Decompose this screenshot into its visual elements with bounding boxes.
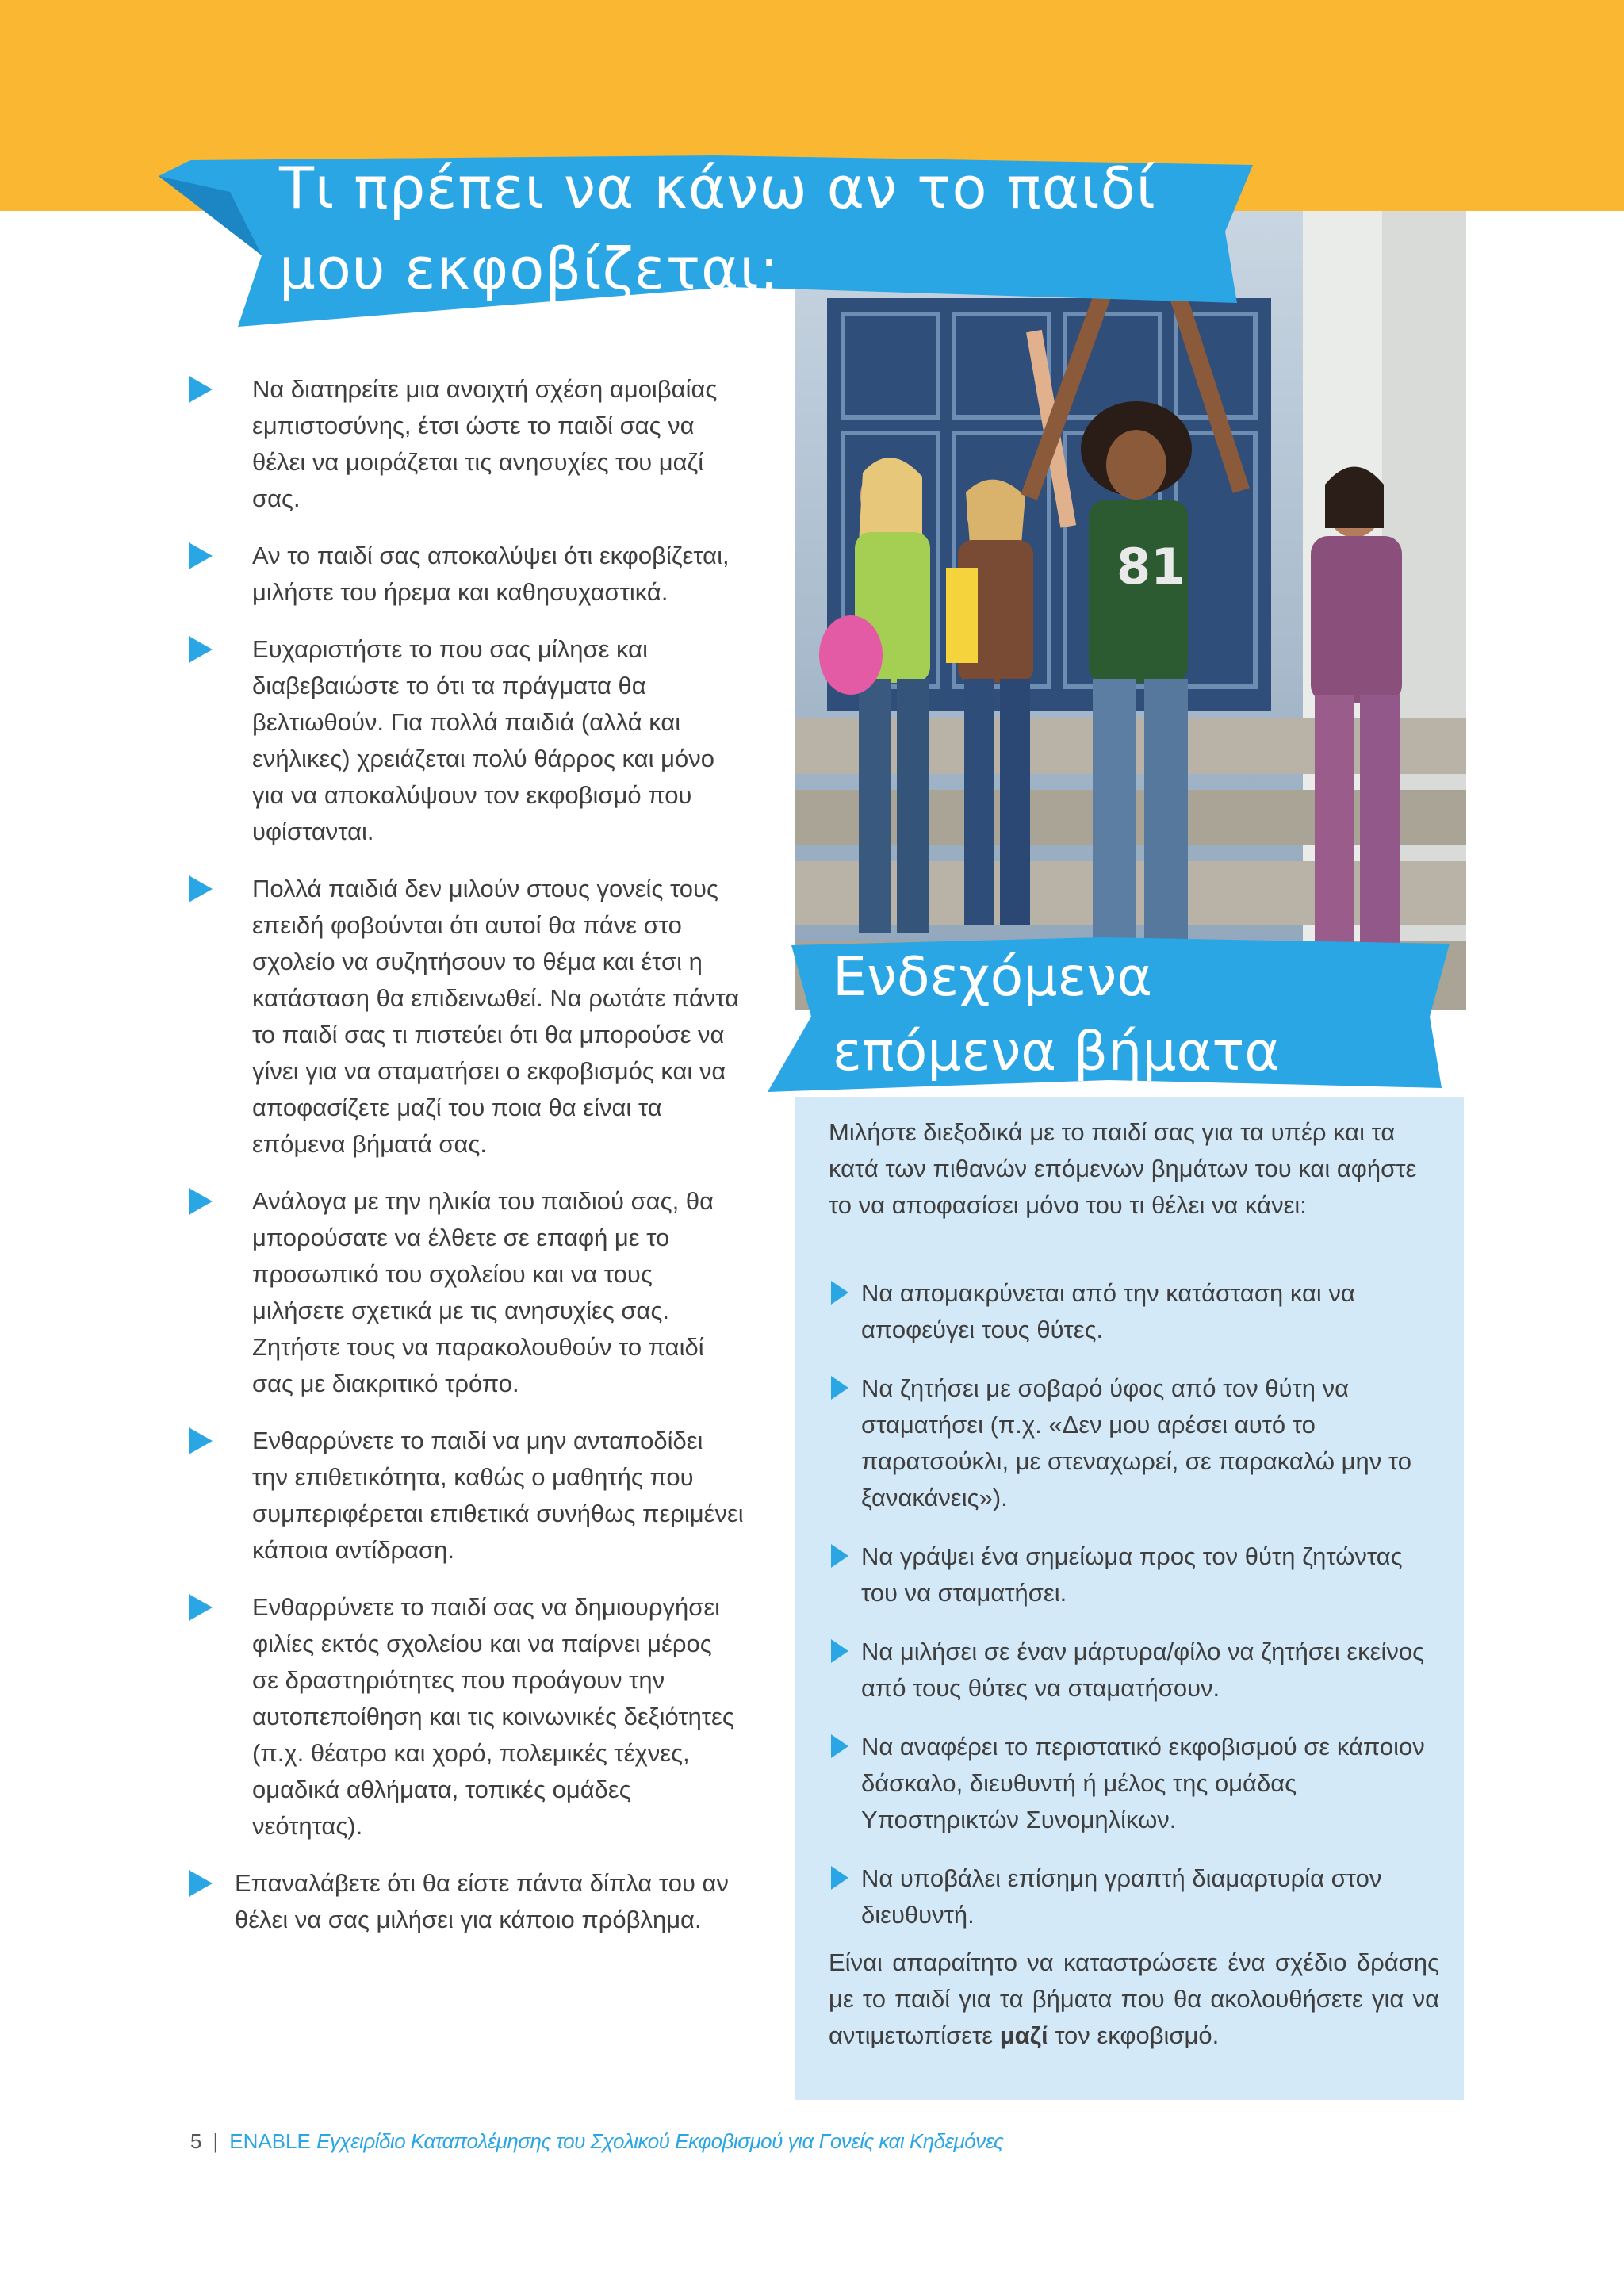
page-title-line1: Τι πρέπει να κάνω αν το παιδί — [279, 155, 1157, 221]
next-steps-intro: Μιλήστε διεξοδικά με το παιδί σας για τα υπέρ και τα κατά των πιθανών επόμενων βημάτων του και αφήστε το να αποφασίσει μόνο του τι θέλει να κάνει: — [829, 1118, 1417, 1219]
advice-text: Να διατηρείτε μια ανοιχτή σχέση αμοιβαίας εμπιστοσύνης, έτσι ώστε το παιδί σας να θέλει να μοιράζεται τις ανησυχίες του μαζί σας. — [252, 375, 718, 512]
next-step-text: Να ζητήσει με σοβαρό ύφος από τον θύτη να σταματήσει (π.χ. «Δεν μου αρέσει αυτό το παρατσούκλι, με στεναχωρεί, σε παρακαλώ μην το ξανακάνεις»). — [861, 1374, 1411, 1511]
footer-description: Εγχειρίδιο Καταπολέμησης του Σχολικού Εκφοβισμού για Γονείς και Κηδεμόνες — [316, 2129, 1004, 2153]
bullet-triangle-icon — [831, 1866, 848, 1890]
page-title — [279, 148, 1262, 309]
next-step-text: Να απομακρύνεται από την κατάσταση και να αποφεύγει τους θύτες. — [861, 1279, 1355, 1343]
bullet-triangle-icon — [189, 376, 213, 403]
advice-item — [189, 1423, 744, 1569]
footer-brand: ENABLE — [229, 2129, 311, 2153]
next-step-text: Να αναφέρει το περιστατικό εκφοβισμού σε κάποιον δάσκαλο, διευθυντή ή μέλος της ομάδας Υποστηρικτών Συνομηλίκων. — [861, 1733, 1425, 1833]
next-steps-title — [833, 941, 1459, 1090]
bullet-triangle-icon — [189, 1870, 213, 1897]
next-step-text: Να υποβάλει επίσημη γραπτή διαμαρτυρία στον διευθυντή. — [861, 1864, 1382, 1929]
next-steps-title-line2: επόμενα βήματα — [833, 1021, 1281, 1083]
conclusion-text-end: τον εκφοβισμό. — [1048, 2021, 1220, 2049]
advice-text: Ευχαριστήστε το που σας μίλησε και διαβεβαιώστε το ότι τα πράγματα θα βελτιωθούν. Για πολλά παιδιά (αλλά και ενήλικες) χρειάζεται πολύ θάρρος και μόνο για να αποκαλύψουν τον εκφοβισμό που υφίστανται. — [252, 635, 714, 845]
advice-item — [189, 631, 744, 850]
advice-item — [189, 871, 744, 1163]
bullet-triangle-icon — [831, 1639, 848, 1663]
page-number: 5 — [190, 2129, 202, 2153]
bullet-triangle-icon — [831, 1544, 848, 1568]
advice-item — [189, 1589, 744, 1845]
bullet-triangle-icon — [831, 1376, 848, 1400]
footer-separator: | — [213, 2129, 219, 2153]
svg-text:81: 81 — [1116, 538, 1185, 596]
advice-item — [189, 1865, 744, 1938]
advice-text: Αν το παιδί σας αποκαλύψει ότι εκφοβίζεται, μιλήστε του ήρεμα και καθησυχαστικά. — [252, 542, 730, 606]
advice-item — [189, 1183, 744, 1402]
next-step-item — [831, 1860, 1442, 1933]
bullet-triangle-icon — [189, 1188, 213, 1215]
next-step-item — [831, 1275, 1442, 1348]
bullet-triangle-icon — [189, 1594, 213, 1621]
page-footer — [190, 2129, 1003, 2154]
bullet-triangle-icon — [189, 1427, 213, 1454]
next-step-item — [831, 1634, 1442, 1707]
bullet-triangle-icon — [189, 875, 213, 902]
bullet-triangle-icon — [831, 1734, 848, 1758]
next-step-item — [831, 1538, 1442, 1611]
bullet-triangle-icon — [189, 636, 213, 663]
advice-item — [189, 538, 744, 611]
advice-list — [189, 371, 744, 1959]
advice-text: Ενθαρρύνετε το παιδί να μην ανταποδίδει την επιθετικότητα, καθώς ο μαθητής που συμπεριφέρεται επιθετικά συνήθως περιμένει κάποια αντίδραση. — [252, 1427, 744, 1564]
next-steps-banner — [768, 929, 1465, 1096]
conclusion-text: Είναι απαραίτητο να καταστρώσετε ένα σχέδιο δράσης με το παιδί για τα βήματα που θα ακολουθήσετε για να αντιμετωπίσετε — [829, 1948, 1439, 2049]
conclusion-emphasis: μαζί — [999, 2021, 1048, 2049]
next-step-item — [831, 1370, 1442, 1516]
advice-text: Ενθαρρύνετε το παιδί σας να δημιουργήσει φιλίες εκτός σχολείου και να παίρνει μέρος σε δραστηριότητες που προάγουν την αυτοπεποίθηση και τις κοινωνικές δεξιότητες (π.χ. θέατρο και χορό, πολεμικές τέχνες, ομαδικά αθλήματα, τοπικές ομάδες νεότητας). — [252, 1593, 734, 1840]
next-steps-title-line1: Ενδεχόμενα — [833, 946, 1153, 1009]
bullet-triangle-icon — [831, 1281, 848, 1305]
next-step-text: Να γράψει ένα σημείωμα προς τον θύτη ζητώντας του να σταματήσει. — [861, 1542, 1403, 1607]
advice-text: Πολλά παιδιά δεν μιλούν στους γονείς τους επειδή φοβούνται ότι αυτοί θα πάνε στο σχολείο να συζητήσουν το θέμα και έτσι η κατάσταση θα επιδεινωθεί. Να ρωτάτε πάντα το παιδί σας τι πιστεύει ότι θα μπορούσε να γίνει για να σταματήσει ο εκφοβισμός και να αποφασίζετε μαζί του ποια θα είναι τα επόμενα βήματά σας. — [252, 875, 740, 1158]
advice-item — [189, 371, 744, 517]
advice-text: Ανάλογα με την ηλικία του παιδιού σας, θα μπορούσατε να έλθετε σε επαφή με το προσωπικό του σχολείου και να τους μιλήσετε σχετικά με τις ανησυχίες σας. Ζητήστε τους να παρακολουθούν το παιδί σας με διακριτικό τρόπο. — [252, 1187, 714, 1397]
advice-text: Επαναλάβετε ότι θα είστε πάντα δίπλα του αν θέλει να σας μιλήσει για κάποιο πρόβλημα. — [235, 1869, 729, 1933]
title-banner — [159, 136, 1269, 343]
next-step-item — [831, 1729, 1442, 1838]
next-step-text: Να μιλήσει σε έναν μάρτυρα/φίλο να ζητήσει εκείνος από τους θύτες να σταματήσουν. — [861, 1638, 1425, 1702]
page-title-line2: μου εκφοβίζεται; — [279, 236, 780, 302]
bullet-triangle-icon — [189, 542, 213, 569]
next-steps-conclusion — [829, 1944, 1439, 2054]
next-steps-list — [831, 1275, 1442, 1956]
